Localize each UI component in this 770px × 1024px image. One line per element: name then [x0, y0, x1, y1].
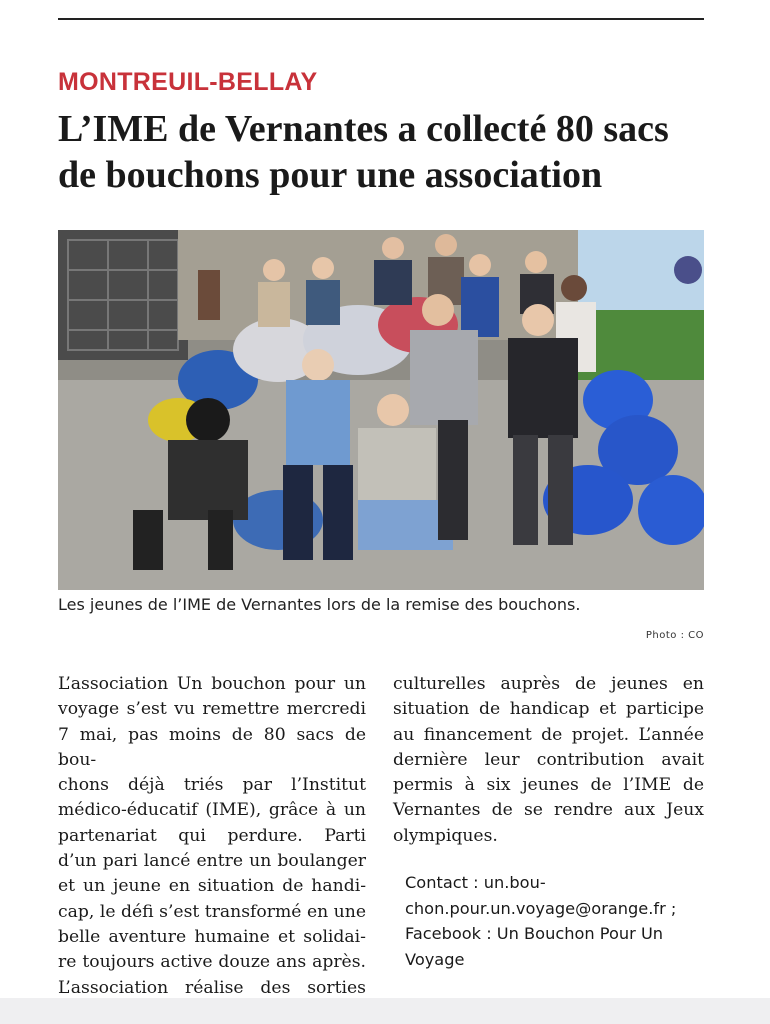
body-line: et un jeune en situation de handi-	[58, 876, 366, 897]
body-line: chons déjà triés par l’Institut	[58, 775, 366, 796]
body-line: dernière leur contribution avait	[393, 749, 704, 770]
photo-credit: Photo : CO	[645, 630, 704, 641]
footer-band	[0, 998, 770, 1024]
headline	[58, 106, 718, 198]
body-column-left	[58, 672, 366, 1001]
contact-email: chon.pour.un.voyage@orange.fr ;	[405, 898, 677, 918]
body-line: belle aventure humaine et solidai-	[58, 926, 366, 947]
group-photo-illustration	[58, 230, 704, 590]
body-line: au financement de projet. L’année	[393, 724, 704, 745]
body-line: permis à six jeunes de l’IME de	[393, 775, 704, 796]
photo-caption: Les jeunes de l’IME de Vernantes lors de la remise des bouchons.	[58, 595, 581, 614]
body-column-right	[393, 672, 704, 849]
section-kicker: MONTREUIL-BELLAY	[58, 68, 318, 96]
contact-line: Contact : un.bou-	[405, 873, 546, 892]
body-line: voyage s’est vu remettre mercredi	[58, 699, 366, 720]
body-line: L’association réalise des sorties	[58, 977, 366, 998]
body-line: Vernantes de se rendre aux Jeux	[393, 800, 704, 821]
body-line: cap, le défi s’est transformé en une	[58, 901, 366, 922]
body-line: d’un pari lancé entre un boulanger	[58, 851, 366, 872]
contact-facebook: Facebook : Un Bouchon Pour Un	[405, 924, 664, 943]
contact-line: Voyage	[405, 949, 465, 969]
headline-line: de bouchons pour une association	[58, 154, 603, 196]
body-line: médico-éducatif (IME), grâce à un	[58, 800, 366, 821]
top-rule	[58, 18, 704, 20]
headline-line: L’IME de Vernantes a collecté 80 sacs	[58, 108, 669, 150]
body-line: re toujours active douze ans après.	[58, 952, 366, 973]
article-photo	[58, 230, 704, 590]
body-line: partenariat qui perdure. Parti	[58, 825, 366, 846]
body-line: culturelles auprès de jeunes en	[393, 674, 704, 694]
body-line: L’association Un bouchon pour un	[58, 674, 366, 694]
body-line: situation de handicap et participe	[393, 699, 704, 720]
contact-info	[405, 870, 705, 972]
body-line: olympiques.	[393, 825, 498, 846]
body-line: 7 mai, pas moins de 80 sacs de bou-	[58, 724, 366, 770]
